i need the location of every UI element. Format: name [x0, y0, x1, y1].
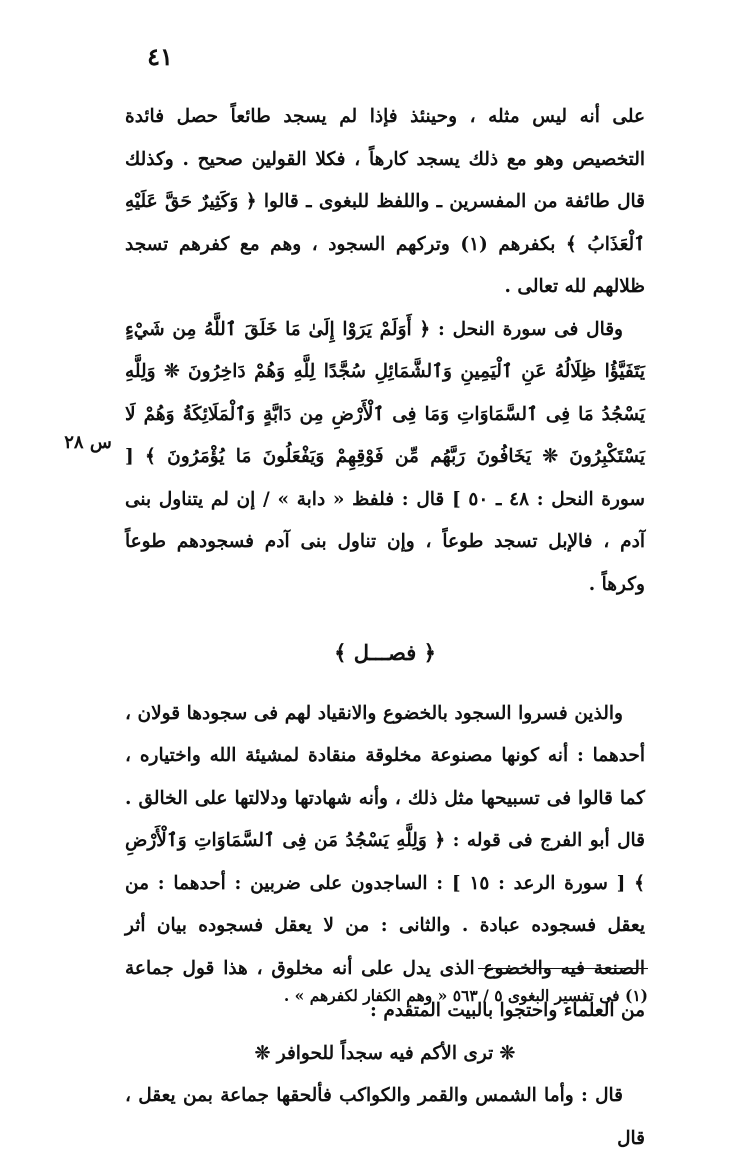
margin-note: س ٢٨ [64, 432, 112, 453]
section-heading: ﴿ فصـــل ﴾ [334, 640, 436, 665]
page-number: ٤١ [147, 42, 173, 71]
footnote-divider [478, 968, 648, 969]
footnote: (١) فى تفسير البغوى ٥ / ٥٦٣ « وهم الكفار لكفرهم » . [283, 986, 648, 1005]
paragraph: وقال فى سورة النحل : ﴿ أَوَلَمْ يَرَوْا إِلَىٰ مَا خَلَقَ ٱللَّهُ مِن شَيْءٍ يَتَفَيَّؤُا ظِلَالُهُ عَنِ ٱلْيَمِينِ وَٱلشَّمَائِلِ سُجَّدًا لِلَّهِ وَهُمْ دَاخِرُونَ ❊ وَلِلَّهِ يَسْجُدُ مَا فِى ٱلسَّمَاوَاتِ وَمَا فِى ٱلْأَرْضِ مِن دَابَّةٍ وَٱلْمَلَائِكَةُ وَهُمْ لَا يَسْتَكْبِرُونَ ❊ يَخَافُونَ رَبَّهُم مِّن فَوْقِهِمْ وَيَفْعَلُونَ مَا يُؤْمَرُونَ ﴾ [ سورة النحل : ٤٨ ـ ٥٠ ] قال : فلفظ « دابة » / إن لم يتناول بنى آدم ، فالإبل تسجد طوعاً ، وإن تناول بنى آدم فسجودهم طوعاً وكرهاً . [125, 318, 645, 595]
paragraph: والذين فسروا السجود بالخضوع والانقياد لهم فى سجودها قولان ، أحدهما : أنه كونها مصنوعة مخلوقة منقادة لمشيئة الله واختياره ، كما قالوا فى تسبيحها مثل ذلك ، وأنه شهادتها ودلالتها على الخالق . قال أبو الفرج فى قوله : ﴿ وَلِلَّهِ يَسْجُدُ مَن فِى ٱلسَّمَاوَاتِ وَٱلْأَرْضِ ﴾ [ سورة الرعد : ١٥ ] : الساجدون على ضربين : أحدهما : من يعقل فسجوده عبادة . والثانى : من لا يعقل فسجوده بيان أثر الصنعة فيه والخضوع الذى يدل على أنه مخلوق ، هذا قول جماعة من العلماء واحتجوا بالبيت المتقدم : [125, 702, 645, 1021]
verse-line: ❊ ترى الأكم فيه سجداً للحوافر ❊ [254, 1042, 516, 1064]
paragraph: على أنه ليس مثله ، وحينئذ فإذا لم يسجد طائعاً حصل فائدة التخصيص وهو مع ذلك يسجد كارهاً ، فكلا القولين صحيح . وكذلك قال طائفة من المفسرين ـ واللفظ للبغوى ـ قالوا ﴿ وَكَثِيرٌ حَقَّ عَلَيْهِ ٱلْعَذَابُ ﴾ بكفرهم (١) وتركهم السجود ، وهم مع كفرهم تسجد ظلالهم لله تعالى . [125, 106, 645, 297]
paragraph: قال : وأما الشمس والقمر والكواكب فألحقها جماعة بمن يعقل ، قال [125, 1085, 645, 1149]
